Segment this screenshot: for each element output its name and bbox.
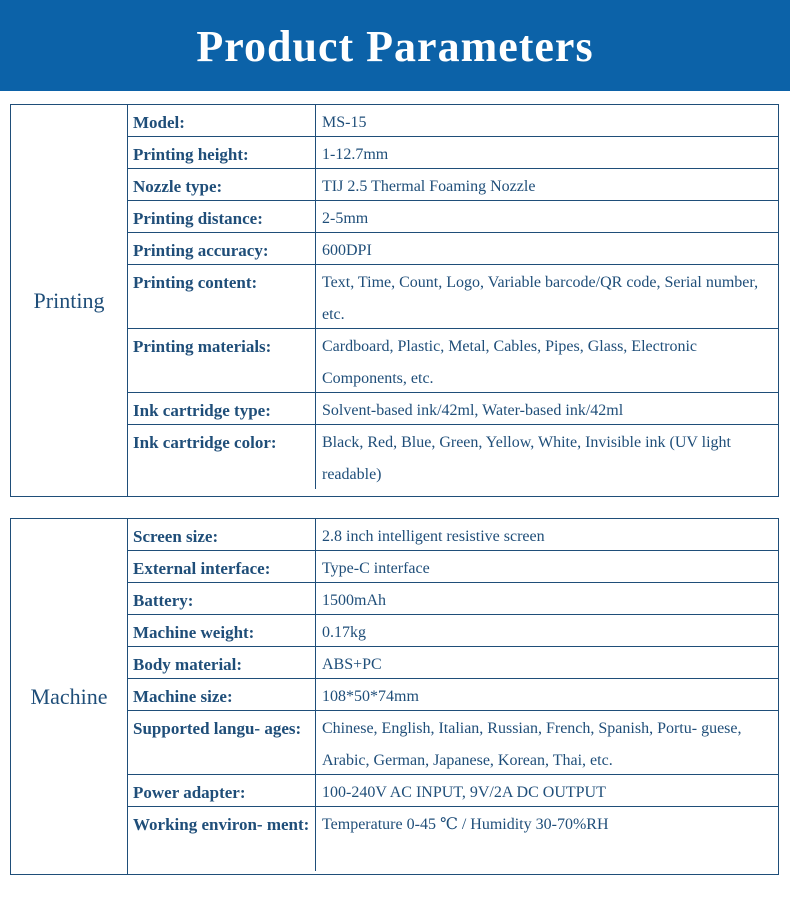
param-value: 0.17kg [322, 624, 366, 641]
param-value: 108*50*74mm [322, 688, 419, 705]
param-key: Working environ- ment: [128, 807, 316, 871]
param-key: Printing distance: [128, 201, 316, 232]
param-key: Ink cartridge color: [128, 425, 316, 489]
param-value: Chinese, English, Italian, Russian, French, Spanish, Portu- guese, Arabic, German, Japanese, Korean, Thai, etc. [322, 720, 742, 769]
param-value: Temperature 0-45 ℃ / Humidity 30-70%RH [322, 816, 609, 833]
param-key: Supported langu- ages: [128, 711, 316, 774]
param-row [128, 233, 778, 265]
param-row [128, 775, 778, 807]
param-key: Machine weight: [128, 615, 316, 646]
param-value: Solvent-based ink/42ml, Water-based ink/42ml [322, 402, 624, 419]
param-value: Text, Time, Count, Logo, Variable barcode/QR code, Serial number, etc. [322, 274, 759, 323]
param-row [128, 711, 778, 775]
page-title: Product Parameters [196, 22, 594, 71]
param-row [128, 807, 778, 871]
param-value: Black, Red, Blue, Green, Yellow, White, Invisible ink (UV light readable) [322, 434, 731, 483]
param-row [128, 329, 778, 393]
param-key: Printing accuracy: [128, 233, 316, 264]
param-key: Power adapter: [128, 775, 316, 806]
param-key: Printing materials: [128, 329, 316, 392]
param-row [128, 393, 778, 425]
param-key: Screen size: [128, 519, 316, 550]
param-row [128, 551, 778, 583]
param-value: 1500mAh [322, 592, 386, 609]
param-value: Type-C interface [322, 560, 430, 577]
param-value: Cardboard, Plastic, Metal, Cables, Pipes, Glass, Electronic Components, etc. [322, 338, 698, 387]
param-value: 2-5mm [322, 210, 369, 227]
param-key: Battery: [128, 583, 316, 614]
param-value: 100-240V AC INPUT, 9V/2A DC OUTPUT [322, 784, 606, 801]
printing-rows [128, 105, 778, 496]
printing-section [10, 104, 779, 497]
header-banner [0, 0, 790, 91]
machine-rows [128, 519, 778, 874]
param-value: 1-12.7mm [322, 146, 389, 163]
param-value: 600DPI [322, 242, 372, 259]
param-row [128, 679, 778, 711]
section-label-printing: Printing [11, 105, 128, 496]
param-key: Body material: [128, 647, 316, 678]
param-row [128, 265, 778, 329]
param-row [128, 201, 778, 233]
param-key: Ink cartridge type: [128, 393, 316, 424]
param-row [128, 425, 778, 489]
param-row [128, 583, 778, 615]
param-row [128, 519, 778, 551]
param-key: Printing content: [128, 265, 316, 328]
param-value: TIJ 2.5 Thermal Foaming Nozzle [322, 178, 536, 195]
param-key: Nozzle type: [128, 169, 316, 200]
param-key: Model: [128, 105, 316, 136]
param-value: MS-15 [322, 114, 367, 131]
param-row [128, 615, 778, 647]
param-key: External interface: [128, 551, 316, 582]
param-row [128, 169, 778, 201]
machine-section [10, 518, 779, 875]
param-row [128, 105, 778, 137]
param-value: 2.8 inch intelligent resistive screen [322, 528, 545, 545]
param-key: Printing height: [128, 137, 316, 168]
param-row [128, 137, 778, 169]
param-key: Machine size: [128, 679, 316, 710]
param-row [128, 647, 778, 679]
section-label-machine: Machine [11, 519, 128, 874]
param-value: ABS+PC [322, 656, 382, 673]
